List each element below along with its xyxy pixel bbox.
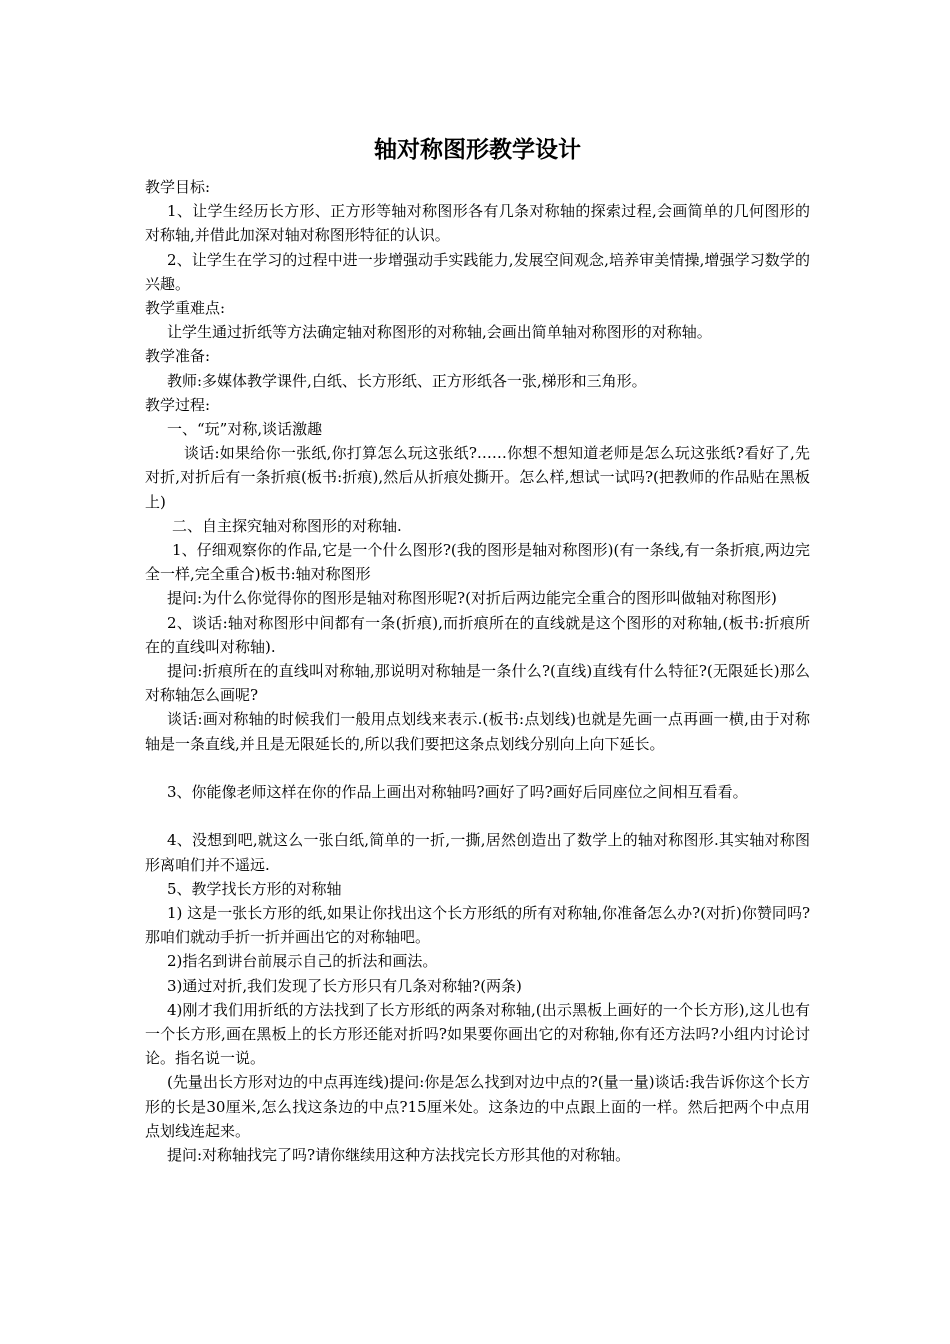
objective-2: 2、让学生在学习的过程中进一步增强动手实践能力,发展空间观念,培养审美情操,增强学习数学的兴趣。 bbox=[145, 250, 810, 293]
section-heading-key-points: 教学重难点: bbox=[145, 299, 226, 318]
process-step-1-dialogue: 谈话:如果给你一张纸,你打算怎么玩这张纸?……你想不想知道老师是怎么玩这张纸?看好了,先对折,对折后有一条折痕(板书:折痕),然后从折痕处撕开。怎么样,想试一试吗?(把教师的作品贴在黑板上) bbox=[145, 444, 810, 511]
document-page bbox=[145, 133, 810, 1167]
draw-axis-paragraph: 3、你能像老师这样在你的作品上画出对称轴吗?画好了吗?画好后同座位之间相互看看。 bbox=[167, 783, 748, 802]
process-step-2-heading: 二、自主探究轴对称图形的对称轴. bbox=[172, 516, 402, 535]
section-heading-preparation: 教学准备: bbox=[145, 347, 211, 366]
blank-line bbox=[145, 756, 810, 780]
axis-definition-paragraph: 2、谈话:轴对称图形中间都有一条(折痕),而折痕所在的直线就是这个图形的对称轴,(板书:折痕所在的直线叫对称轴). bbox=[145, 613, 810, 656]
rectangle-step-3: 3)通过对折,我们发现了长方形只有几条对称轴?(两条) bbox=[167, 976, 522, 995]
rectangle-section-heading: 5、教学找长方形的对称轴 bbox=[167, 879, 342, 898]
document-title: 轴对称图形教学设计 bbox=[374, 136, 581, 163]
midpoint-paragraph: (先量出长方形对边的中点再连线)提问:你是怎么找到对边中点的?(量一量)谈话:我告诉你这个长方形的长是30厘米,怎么找这条边的中点?15厘米处。这条边的中点跟上面的一样。然后把两个中点用点划线连起来。 bbox=[145, 1073, 810, 1140]
objective-1: 1、让学生经历长方形、正方形等轴对称图形各有几条对称轴的探索过程,会画简单的几何图形的对称轴,并借此加深对轴对称图形特征的认识。 bbox=[145, 202, 810, 245]
rectangle-step-2: 2)指名到讲台前展示自己的折法和画法。 bbox=[167, 952, 438, 971]
observe-paragraph: 1、仔细观察你的作品,它是一个什么图形?(我的图形是轴对称图形)(有一条线,有一条折痕,两边完全一样,完全重合)板书:轴对称图形 bbox=[145, 541, 810, 584]
process-step-1-heading: 一、“玩”对称,谈话激趣 bbox=[167, 420, 323, 439]
blank-line bbox=[145, 804, 810, 828]
dash-dot-line-paragraph: 谈话:画对称轴的时候我们一般用点划线来表示.(板书:点划线)也就是先画一点再画一横,由于对称轴是一条直线,并且是无限延长的,所以我们要把这条点划线分别向上向下延长。 bbox=[145, 710, 810, 753]
summary-paragraph: 4、没想到吧,就这么一张白纸,简单的一折,一撕,居然创造出了数学上的轴对称图形.其实轴对称图形离咱们并不遥远. bbox=[145, 831, 810, 874]
question-paragraph-2: 提问:折痕所在的直线叫对称轴,那说明对称轴是一条什么?(直线)直线有什么特征?(无限延长)那么对称轴怎么画呢? bbox=[145, 662, 810, 705]
question-paragraph-1: 提问:为什么你觉得你的图形是轴对称图形呢?(对折后两边能完全重合的图形叫做轴对称图形) bbox=[167, 589, 777, 608]
final-question-paragraph: 提问:对称轴找完了吗?请你继续用这种方法找完长方形其他的对称轴。 bbox=[167, 1146, 631, 1165]
key-points-text: 让学生通过折纸等方法确定轴对称图形的对称轴,会画出简单轴对称图形的对称轴。 bbox=[167, 323, 712, 342]
section-heading-objectives: 教学目标: bbox=[145, 178, 211, 196]
preparation-text: 教师:多媒体教学课件,白纸、长方形纸、正方形纸各一张,梯形和三角形。 bbox=[167, 371, 647, 390]
rectangle-step-4: 4)刚才我们用折纸的方法找到了长方形纸的两条对称轴,(出示黑板上画好的一个长方形),这儿也有一个长方形,画在黑板上的长方形还能对折吗?如果要你画出它的对称轴,你有还方法吗?小组内讨论讨论。指名说一说。 bbox=[145, 1000, 810, 1068]
section-heading-process: 教学过程: bbox=[145, 395, 211, 414]
rectangle-step-1: 1) 这是一张长方形的纸,如果让你找出这个长方形纸的所有对称轴,你准备怎么办?(对折)你赞同吗?那咱们就动手折一折并画出它的对称轴吧。 bbox=[145, 904, 810, 947]
